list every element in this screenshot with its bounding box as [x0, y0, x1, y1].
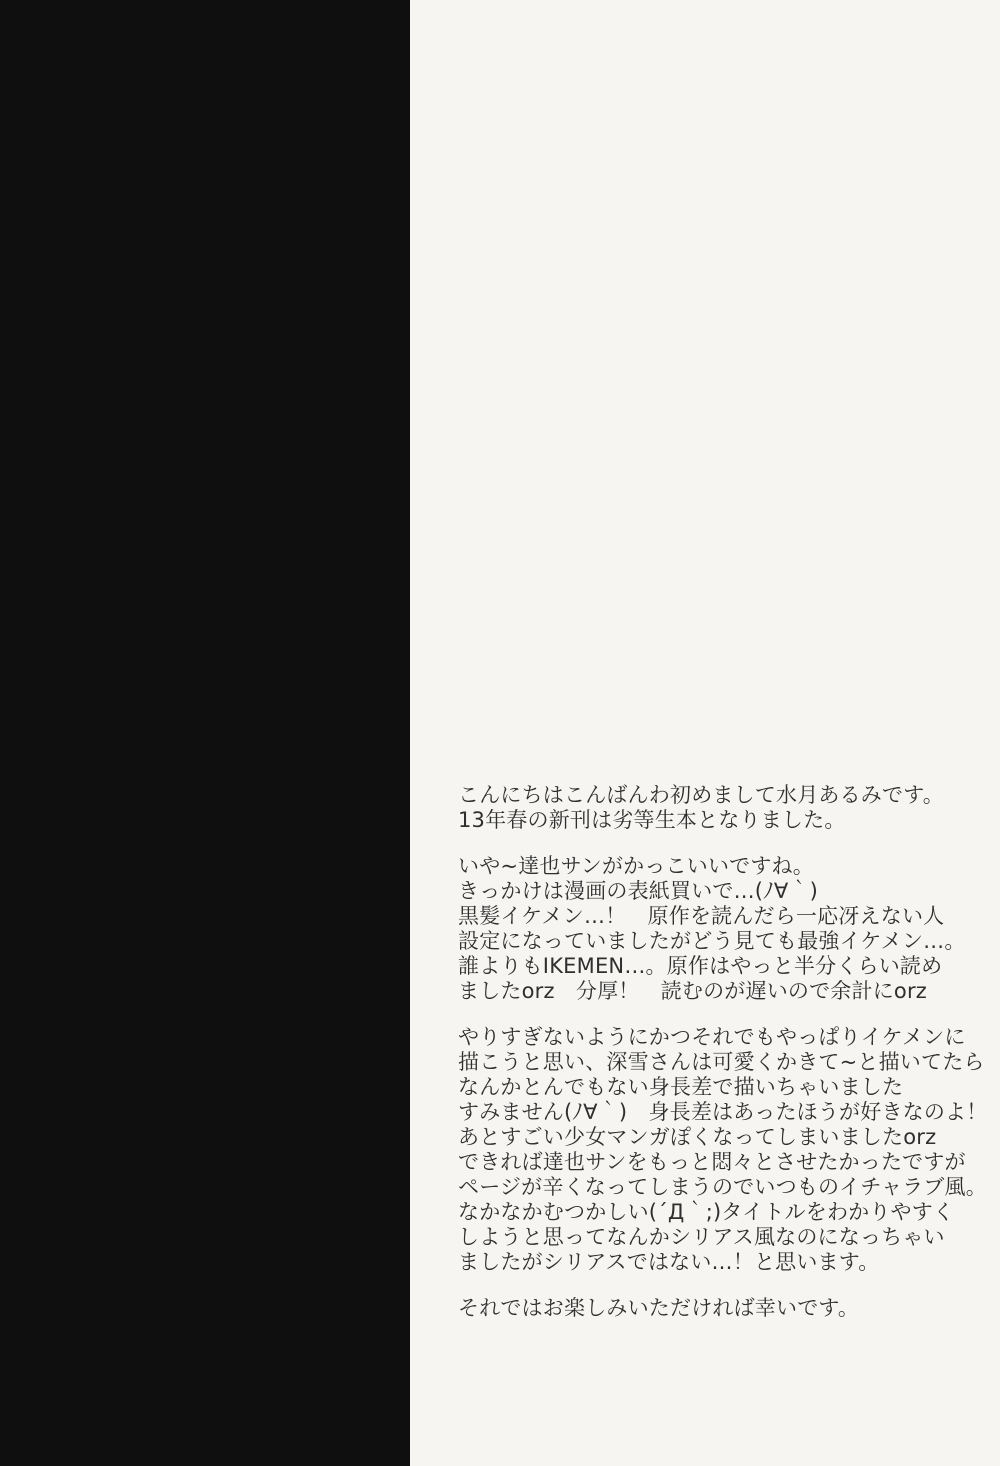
afterword-text-block	[458, 783, 988, 1342]
afterword-line: なんかとんでもない身長差で描いちゃいました	[458, 1075, 904, 1099]
afterword-line: あとすごい少女マンガぽくなってしまいましたorz	[458, 1125, 937, 1149]
afterword-line: しようと思ってなんかシリアス風なのになっちゃい	[458, 1225, 945, 1249]
afterword-line: こんにちはこんばんわ初めまして水月あるみです。	[458, 783, 944, 807]
afterword-line: ページが辛くなってしまうのでいつものイチャラブ風。	[458, 1175, 987, 1199]
black-gutter-panel	[0, 0, 410, 1466]
afterword-line: きっかけは漫画の表紙買いで…(ﾉ∀｀)	[458, 879, 819, 903]
afterword-line: できれば達也サンをもっと悶々とさせたかったですが	[458, 1150, 966, 1174]
afterword-line: すみません(ﾉ∀｀) 身長差はあったほうが好きなのよ！	[458, 1100, 988, 1124]
afterword-paragraph-greeting	[458, 783, 988, 833]
afterword-line: 黒髪イケメン…！ 原作を読んだら一応冴えない人	[458, 904, 945, 928]
afterword-line: 描こうと思い、深雪さんは可愛くかきて~と描いてたら	[458, 1050, 985, 1074]
afterword-line: 設定になっていましたがどう見ても最強イケメン…。	[458, 929, 966, 953]
afterword-paragraph-closing	[458, 1296, 988, 1321]
afterword-line: 誰よりもIKEMEN…。原作はやっと半分くらい読め	[458, 954, 943, 978]
afterword-line: それではお楽しみいただければ幸いです。	[458, 1296, 860, 1320]
afterword-line: ましたorz 分厚！ 読むのが遅いので余計にorz	[458, 979, 928, 1003]
afterword-line: なかなかむつかしい(´Д｀;)タイトルをわかりやすく	[458, 1200, 955, 1224]
afterword-line: いや~達也サンがかっこいいですね。	[458, 854, 814, 878]
afterword-paragraph-drawing-notes	[458, 1025, 988, 1275]
afterword-line: やりすぎないようにかつそれでもやっぱりイケメンに	[458, 1025, 966, 1049]
afterword-paragraph-tatsuya	[458, 854, 988, 1004]
afterword-line: 13年春の新刊は劣等生本となりました。	[458, 808, 846, 832]
afterword-line: ましたがシリアスではない…！と思います。	[458, 1250, 880, 1274]
